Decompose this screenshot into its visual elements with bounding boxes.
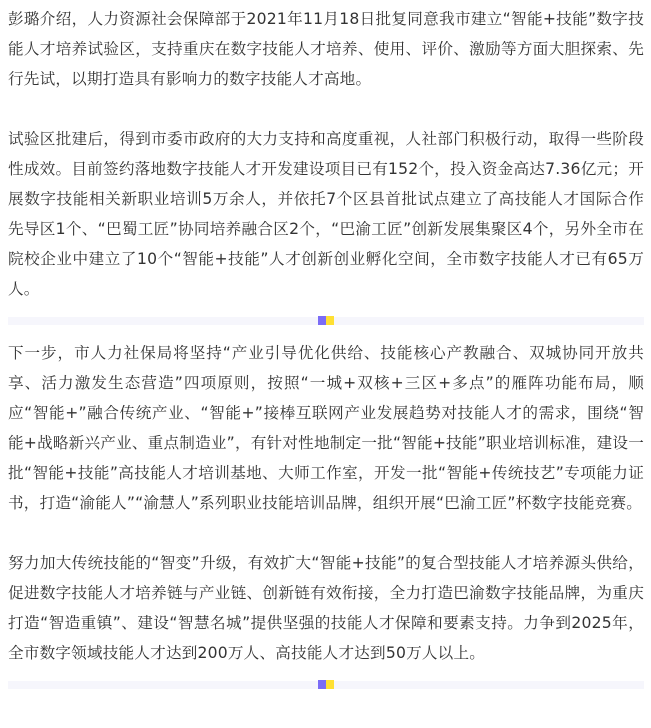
section-divider: [8, 317, 644, 325]
paragraph-intro: 彭璐介绍，人力资源社会保障部于2021年11月18日批复同意我市建立“智能+技能”数字技能人才培养试验区，支持重庆在数字技能人才培养、使用、评价、激励等方面大胆探索、先行先试，以期打造具有影响力的数字技能人才高地。: [8, 10, 644, 88]
divider-ornament-icon: [318, 680, 334, 689]
paragraph-goals: 努力加大传统技能的“智变”升级，有效扩大“智能+技能”的复合型技能人才培养源头供给，促进数字技能人才培养链与产业链、创新链有效衔接，全力打造巴渝数字技能品牌，为重庆打造“智造重镇”、建设“智慧名城”提供坚强的技能人才保障和要素支持。力争到2025年，全市数字领域技能人才达到200万人、高技能人才达到50万人以上。: [8, 554, 644, 662]
section-divider: [8, 681, 644, 689]
purple-square-icon: [318, 316, 326, 325]
purple-square-icon: [318, 680, 326, 689]
paragraph-spacer: [8, 518, 644, 548]
yellow-square-icon: [326, 680, 334, 689]
paragraph-spacer: [8, 94, 644, 124]
article-body: [8, 4, 644, 702]
paragraph-next-steps: 下一步，市人力社保局将坚持“产业引导优化供给、技能核心产教融合、双城协同开放共享、活力激发生态营造”四项原则，按照“一城+双核+三区+多点”的雁阵功能布局，顺应“智能+”融合传统产业、“智能+”接棒互联网产业发展趋势对技能人才的需求，围绕“智能+战略新兴产业、重点制造业”，有针对性地制定一批“智能+技能”职业培训标准，建设一批“智能+技能”高技能人才培训基地、大师工作室，开发一批“智能+传统技艺”专项能力证书，打造“渝能人”“渝慧人”系列职业技能培训品牌，组织开展“巴渝工匠”杯数字技能竞赛。: [8, 344, 644, 512]
divider-ornament-icon: [318, 316, 334, 325]
paragraph-achievements: 试验区批建后，得到市委市政府的大力支持和高度重视，人社部门积极行动，取得一些阶段性成效。目前签约落地数字技能人才开发建设项目已有152个，投入资金高达7.36亿元；开展数字技能相关新职业培训5万余人，并依托7个区县首批试点建立了高技能人才国际合作先导区1个、“巴蜀工匠”协同培养融合区2个，“巴渝工匠”创新发展集聚区4个，另外全市在院校企业中建立了10个“智能+技能”人才创新创业孵化空间，全市数字技能人才已有65万人。: [8, 130, 644, 298]
yellow-square-icon: [326, 316, 334, 325]
